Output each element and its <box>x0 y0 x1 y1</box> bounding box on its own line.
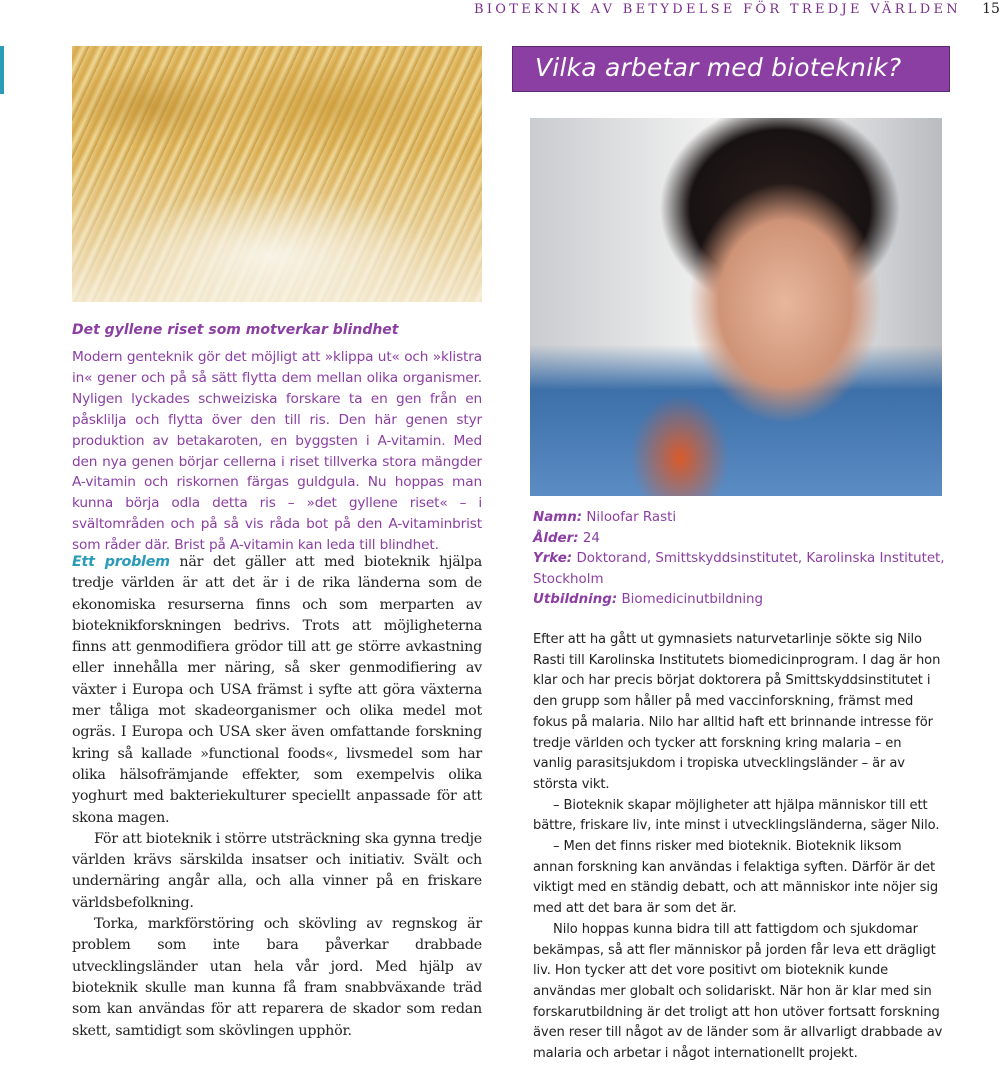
profile-age-row: Ålder: 24 <box>533 530 600 546</box>
profile-card <box>533 508 953 611</box>
main-paragraph: För att bioteknik i större utsträckning ska gynna tredje världen krävs särskilda insatser och initiativ. Svält och undernäring angår alla, och alla vinner på en friskare världsbefolkning. <box>72 830 482 911</box>
profile-paragraph: – Bioteknik skapar möjligheter att hjälpa människor till ett bättre, friskare liv, inte minst i utvecklingsländerna, säger Nilo. <box>533 797 940 834</box>
profile-job-row: Yrke: Doktorand, Smittskyddsinstitutet, Karolinska Institutet, Stockholm <box>533 551 945 587</box>
sidebar-body: Modern genteknik gör det möjligt att »klippa ut« och »klistra in« gener och på så sätt flytta dem mellan olika organismer. Nyligen lyckades schweiziska forskare ta en gen från en påsklilja och flytta över den till ris. Den här genen styr produktion av betakaroten, en byggsten i A-vitamin. Med den nya genen börjar cellerna i riset tillverka stora mängder A-vitamin och riskornen färgas guldgula. Nu hoppas man kunna börja odla detta ris – »det gyllene riset« – i svältområden och på så vis råda bot på den A-vitaminbrist som råder där. Brist på A-vitamin kan leda till blindhet. <box>72 349 482 554</box>
main-paragraph: Ett problem när det gäller att med bioteknik hjälpa tredje världen är att det är i de rika länderna som de ekonomiska resurserna finns och som merparten av bioteknikforskningen bedrivs. Trots att möjligheterna finns att genmodifiera grödor till att ge större avkastning eller innehålla mer näring, så sker genmodifiering av växter i Europa och USA främst i syfte att göra växterna mer tåliga mot skadeorganismer och olika medel mot ogräs. I Europa och USA sker även omfattande forskning kring så kallade »functional foods«, livsmedel som har olika hälsofrämjande effekter, som exempelvis olika yoghurt med bakteriekulturer speciellt anpassade för att skona magen. <box>72 554 483 826</box>
profile-paragraph: Nilo hoppas kunna bidra till att fattigdom och sjukdomar bekämpas, så att fler människor på jorden får leva ett drägligt liv. Hon tycker att det vore positivt om bioteknik kunde användas mer globalt och solidariskt. När hon är klar med sin forskarutbildning är det troligt att hon utöver fortsatt forskning även reser till något av de länder som är allvarligt drabbade av malaria och arbetar i något internationellt projekt. <box>533 921 943 1062</box>
running-head <box>474 0 1000 20</box>
rice-photo <box>72 46 482 302</box>
main-text <box>72 552 482 1042</box>
profile-name-row: Namn: Niloofar Rasti <box>533 510 677 525</box>
sidebar-title: Det gyllene riset som motverkar blindhet <box>72 322 399 338</box>
page-number: 15 <box>982 1 1000 17</box>
running-title: BIOTEKNIK AV BETYDELSE FÖR TREDJE VÄRLDEN <box>474 2 961 17</box>
lead-in: Ett problem <box>72 554 170 570</box>
main-paragraph: Torka, markförstöring och skövling av regnskog är problem som inte bara påverkar drabbade utvecklingsländer utan hela vår jord. Med hjälp av bioteknik skulle man kunna få fram snabbväxande träd som kan användas för att reparera de skador som redan skett, samtidigt som skövlingen upphör. <box>72 916 482 1039</box>
profile-text <box>533 630 943 1065</box>
section-heading-box <box>512 46 950 92</box>
researcher-photo <box>530 118 942 496</box>
section-heading: Vilka arbetar med bioteknik? <box>535 53 902 82</box>
color-tab-marker <box>0 46 4 94</box>
profile-paragraph: Efter att ha gått ut gymnasiets naturvetarlinje sökte sig Nilo Rasti till Karolinska Institutets biomedicinprogram. I dag är hon klar och har precis börjat doktorera på Smittskyddsinstitutet i den grupp som håller på med vaccinforskning, främst med fokus på malaria. Nilo har alltid haft ett brinnande intresse för tredje världen och tycker att forskning kring malaria – en vanlig parasitsjukdom i tropiska utvecklingsländer – är av största vikt. <box>533 632 941 792</box>
profile-paragraph: – Men det finns risker med bioteknik. Bioteknik liksom annan forskning kan användas i felaktiga syften. Därför är det viktigt med en ständig debatt, och att människor inte nöjer sig med att det bara är som det är. <box>533 839 939 917</box>
profile-edu-row: Utbildning: Biomedicinutbildning <box>533 592 764 608</box>
